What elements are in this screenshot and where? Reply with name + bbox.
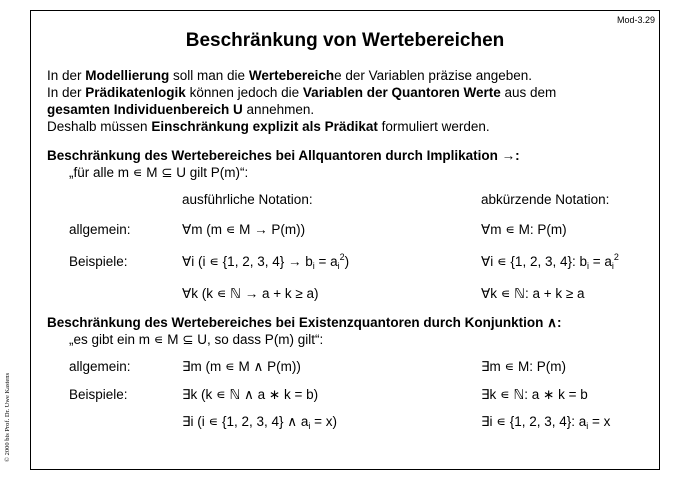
section1-general-full: ∀m (m ∊ M → P(m)) [182,222,306,237]
section2-quote: „es gibt ein m ∊ M ⊆ U, so dass P(m) gilt“: [69,332,324,347]
copyright-note: © 2000 bis Prof. Dr. Uwe Kastens [4,372,11,462]
section2-general-label: allgemein: [69,359,131,374]
intro-line-4: Deshalb müssen Einschränkung explizit als Prädikat formuliert werden. [47,119,490,134]
section2-example1-short: ∃k ∊ ℕ: a ∗ k = b [481,387,588,402]
section1-example1-short: ∀i ∊ {1, 2, 3, 4}: $b_i = a_i^2$ [481,252,619,271]
intro-line-2: In der Prädikatenlogik können jedoch die Variablen der Quantoren Werte aus dem [47,85,557,100]
intro-line-3: gesamten Individuenbereich U annehmen. [47,102,315,117]
section2-general-full: ∃m (m ∊ M ∧ P(m)) [182,359,301,374]
section1-heading: Beschränkung des Wertebereiches bei Allquantoren durch Implikation →: [47,148,520,163]
section2-example2-short: ∃i ∊ {1, 2, 3, 4}: $a_i = x$ [481,414,611,431]
page-title: Beschränkung von Wertebereichen [185,30,505,51]
section1-examples-label: Beispiele: [69,254,128,269]
section1-example1-full: ∀i (i ∊ {1, 2, 3, $4\} \to b_i = a_i^2$) [182,252,350,271]
intro-line-1: In der Modellierung soll man die Wertebereiche der Variablen präzise angeben. [47,68,533,83]
section1-example2-short: ∀k ∊ ℕ: a + k ≥ a [481,286,585,301]
section2-example2-full: ∃i (i ∊ {1, 2, 3, 4} ∧ $a_i = x$) [182,414,338,431]
column-header-short: abkürzende Notation: [481,192,610,207]
section1-general-short: ∀m ∊ M: P(m) [481,222,567,237]
section2-heading: Beschränkung des Wertebereiches bei Existenzquantoren durch Konjunktion ∧: [47,315,562,330]
section1-example2-full: ∀k (k ∊ ℕ → a + k ≥ a) [182,286,319,301]
section1-quote: „für alle m ∊ M ⊆ U gilt P(m)“: [69,165,249,180]
section2-examples-label: Beispiele: [69,387,128,402]
section1-general-label: allgemein: [69,222,131,237]
slide-frame [30,10,660,470]
section2-example1-full: ∃k (k ∊ ℕ ∧ a ∗ k = b) [182,387,319,402]
section2-general-short: ∃m ∊ M: P(m) [481,359,566,374]
slide-id: Mod-3.29 [616,15,655,25]
column-header-full: ausführliche Notation: [182,192,313,207]
